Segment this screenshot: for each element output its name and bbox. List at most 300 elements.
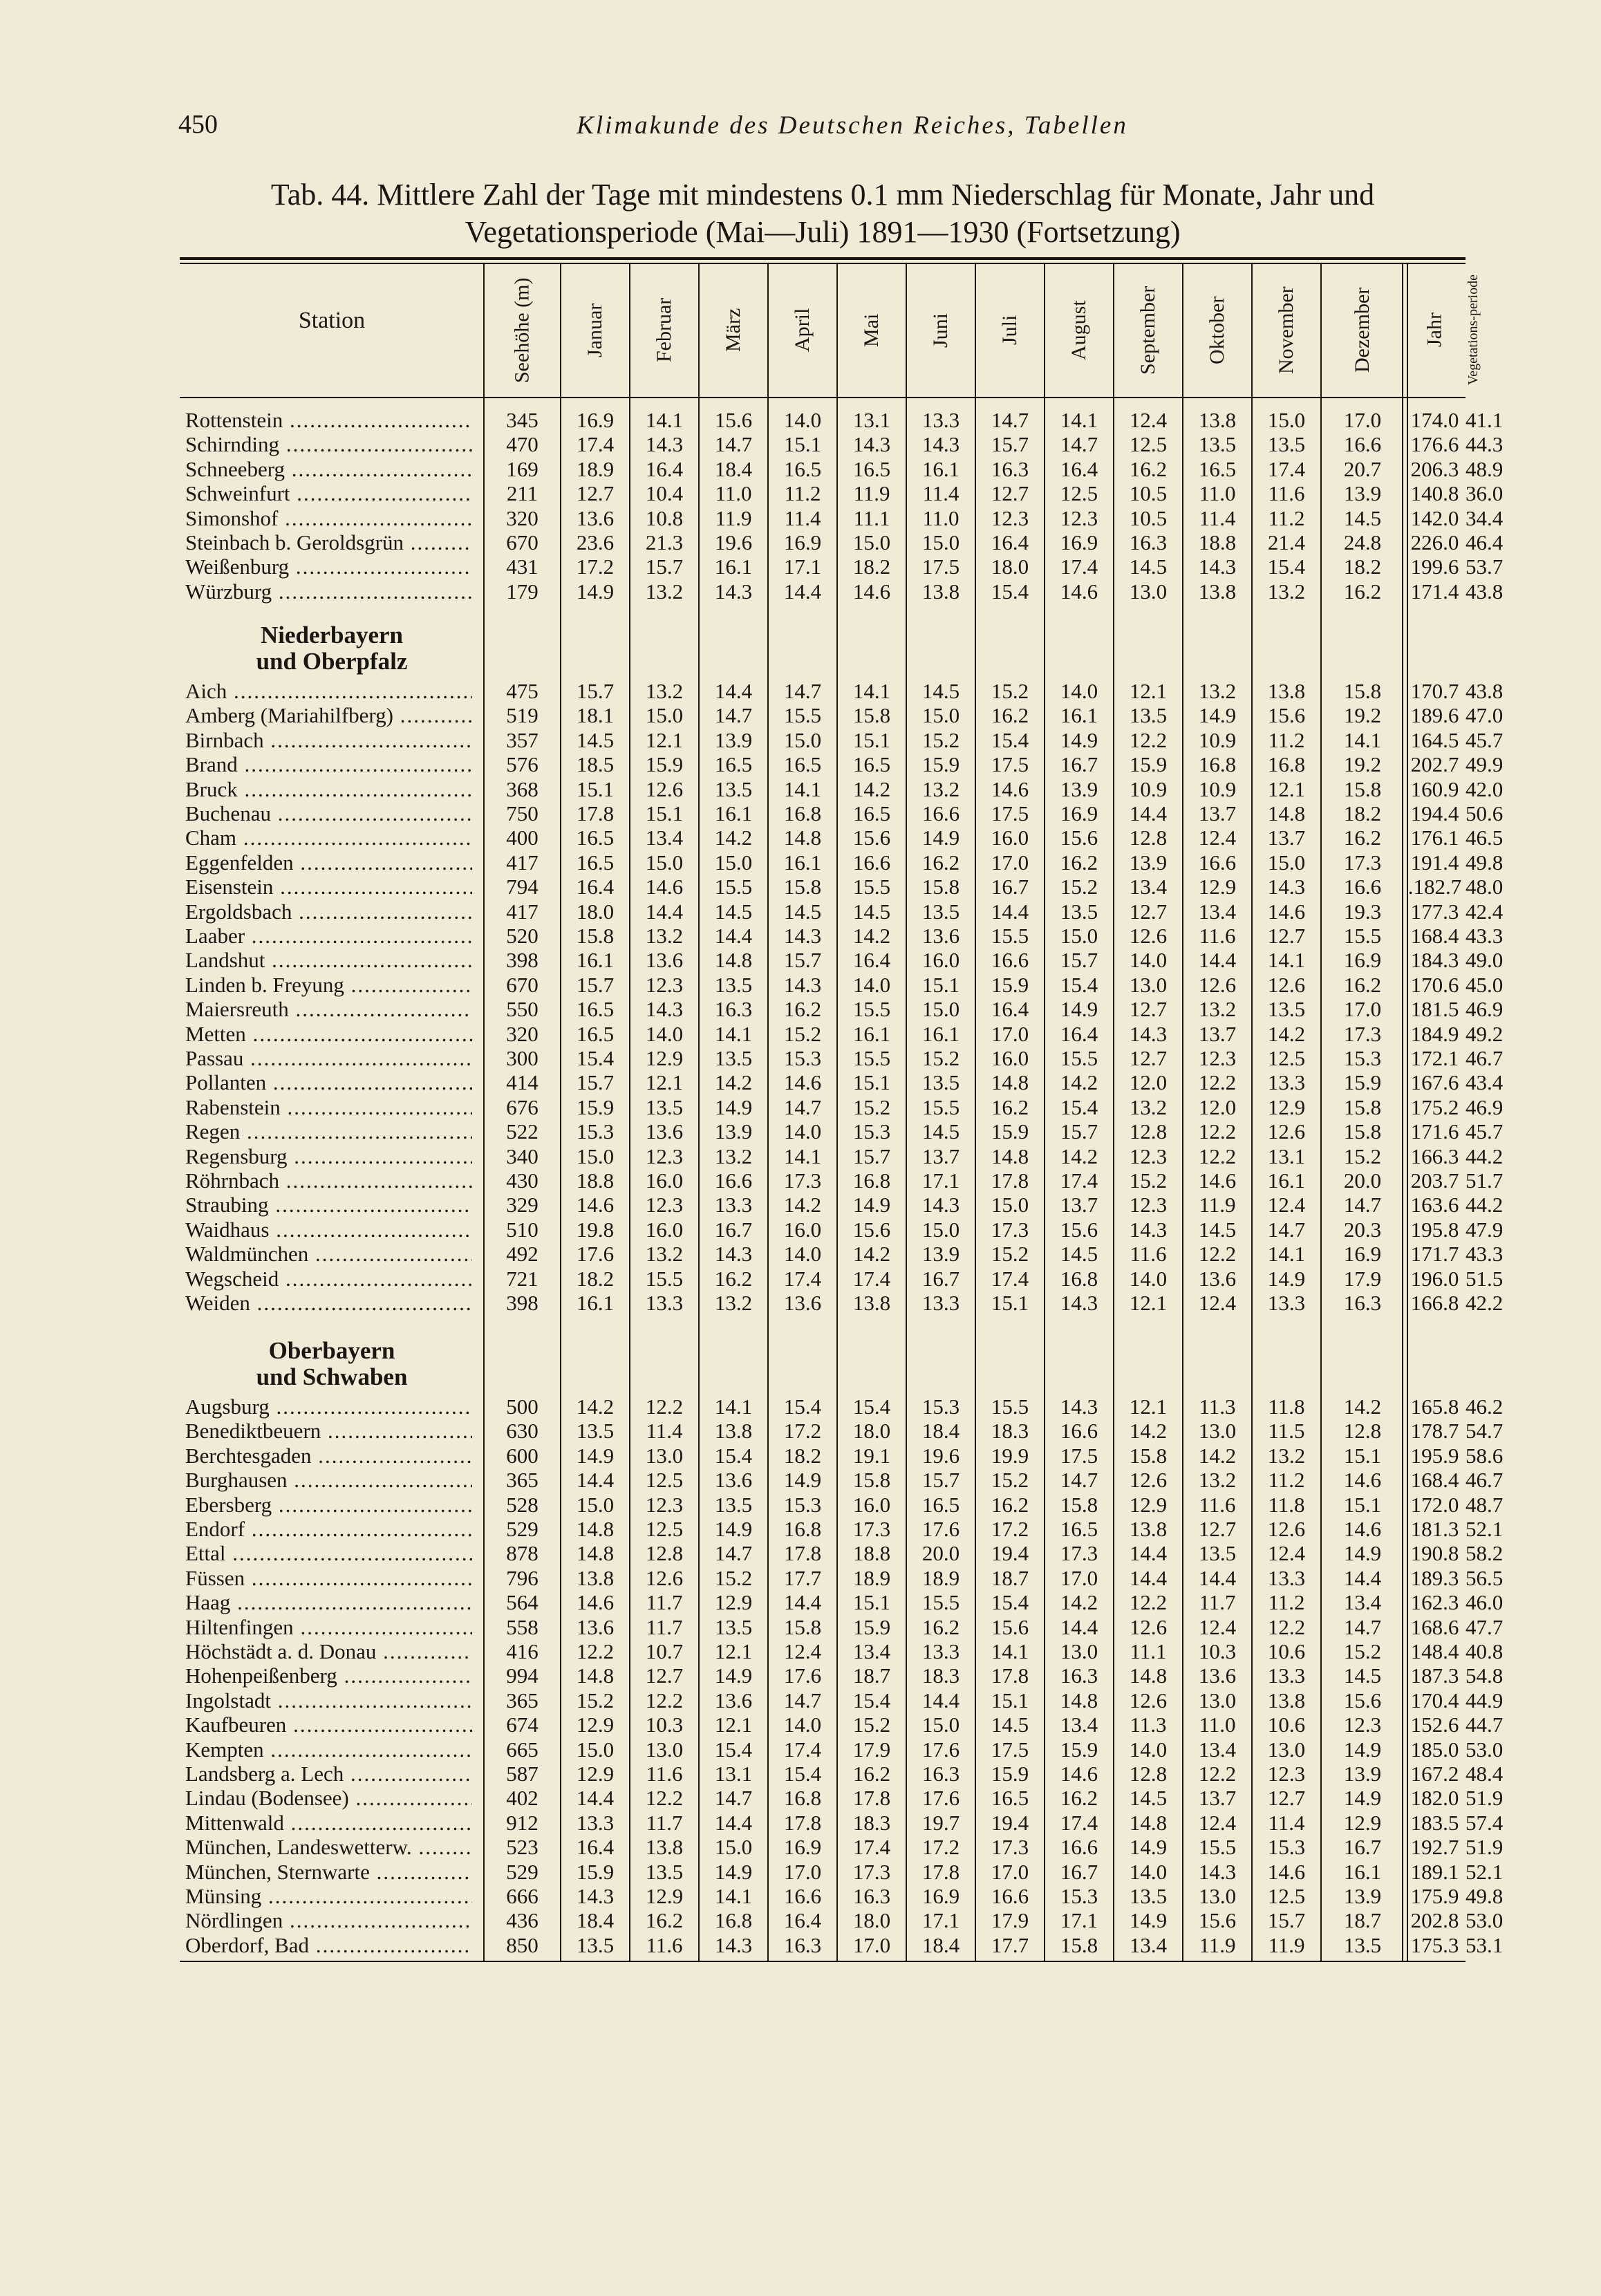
table-row [180, 1217, 1504, 1242]
cell-jan: 15.3 [576, 1119, 615, 1144]
station-name: Wegscheid ..... [185, 1267, 472, 1291]
cell-nov: 11.9 [1268, 1932, 1305, 1957]
cell-jan: 16.5 [576, 850, 615, 875]
cell-oct: 13.2 [1198, 997, 1237, 1022]
cell-elev: 340 [506, 1144, 539, 1168]
table-row [180, 1639, 1504, 1663]
table-row [180, 1119, 1504, 1144]
cell-feb: 15.0 [645, 703, 684, 728]
cell-jan: 16.4 [576, 1835, 615, 1860]
cell-jan: 14.5 [576, 727, 615, 752]
table-row [180, 1492, 1504, 1517]
cell-jul: 15.1 [991, 1688, 1029, 1712]
cell-aug: 14.6 [1060, 1762, 1098, 1786]
cell-jul: 17.7 [991, 1932, 1029, 1957]
cell-nov: 11.5 [1268, 1419, 1305, 1444]
cell-jul: 15.2 [991, 1242, 1029, 1267]
cell-dec: 14.6 [1343, 1517, 1382, 1541]
cell-jul: 15.9 [991, 1762, 1029, 1786]
cell-year: 185.0 [1410, 1737, 1459, 1762]
cell-may: 15.2 [852, 1094, 891, 1119]
table-row [180, 899, 1504, 924]
cell-aug: 14.2 [1060, 1070, 1098, 1095]
cell-may: 16.5 [852, 801, 891, 825]
cell-jul: 16.0 [991, 825, 1029, 850]
cell-nov: 16.8 [1267, 752, 1306, 777]
cell-year: 192.7 [1410, 1835, 1459, 1860]
cell-sep: 12.4 [1129, 408, 1168, 432]
cell-jul: 17.8 [991, 1663, 1029, 1688]
cell-nov: 13.3 [1267, 1070, 1306, 1095]
cell-jun: 14.9 [921, 825, 960, 850]
station-name: Lindau (Bodensee) ..... [185, 1786, 472, 1810]
table-row [180, 1094, 1504, 1119]
station-name: Brand ..... [185, 752, 472, 776]
cell-mar: 12.1 [714, 1639, 753, 1663]
cell-jul: 16.7 [991, 875, 1029, 899]
cell-feb: 13.5 [645, 1094, 684, 1119]
cell-jun: 16.3 [921, 1762, 960, 1786]
cell-jun: 17.1 [921, 1908, 960, 1933]
cell-mar: 13.5 [714, 1492, 753, 1517]
cell-may: 15.0 [852, 530, 891, 554]
cell-veg: 49.8 [1466, 1884, 1504, 1908]
cell-oct: 10.9 [1198, 776, 1237, 801]
cell-dec: 14.1 [1343, 727, 1382, 752]
cell-feb: 11.4 [646, 1419, 683, 1444]
cell-jun: 17.6 [921, 1737, 960, 1762]
cell-feb: 12.3 [645, 1193, 684, 1217]
cell-veg: 48.9 [1466, 456, 1504, 481]
cell-apr: 15.3 [783, 1492, 822, 1517]
table-row [180, 1394, 1504, 1419]
cell-may: 14.2 [852, 1242, 891, 1267]
cell-year: 190.8 [1410, 1541, 1459, 1566]
cell-jun: 16.9 [921, 1884, 960, 1908]
cell-sep: 15.9 [1129, 752, 1168, 777]
table-row [180, 1835, 1504, 1860]
station-name: Höchstädt a. d. Donau ..... [185, 1639, 472, 1663]
cell-sep: 14.4 [1129, 1565, 1168, 1590]
cell-nov: 15.0 [1267, 408, 1306, 432]
table-row [180, 776, 1504, 801]
cell-may: 14.0 [852, 972, 891, 997]
cell-aug: 17.4 [1060, 1168, 1098, 1193]
cell-aug: 16.9 [1060, 530, 1098, 554]
station-name: Ettal ..... [185, 1541, 472, 1565]
cell-year: 206.3 [1410, 456, 1459, 481]
cell-dec: 20.7 [1343, 456, 1382, 481]
cell-feb: 12.3 [645, 1492, 684, 1517]
cell-year: 168.4 [1410, 924, 1459, 948]
cell-dec: 15.8 [1343, 1119, 1382, 1144]
cell-year: 202.8 [1410, 1908, 1459, 1933]
cell-apr: 16.3 [783, 1932, 822, 1957]
cell-elev: 417 [506, 850, 539, 875]
cell-mar: 16.7 [714, 1217, 753, 1242]
cell-feb: 10.7 [645, 1639, 684, 1663]
cell-feb: 11.7 [646, 1590, 683, 1615]
cell-nov: 13.3 [1267, 1291, 1306, 1315]
cell-aug: 15.9 [1060, 1737, 1098, 1762]
cell-mar: 12.9 [714, 1590, 753, 1615]
section-heading: Niederbayern und Oberpfalz [256, 622, 408, 675]
cell-oct: 12.2 [1198, 1070, 1237, 1095]
cell-oct: 18.8 [1198, 530, 1237, 554]
cell-jan: 17.6 [576, 1242, 615, 1267]
cell-aug: 14.2 [1060, 1590, 1098, 1615]
cell-jul: 14.8 [991, 1144, 1029, 1168]
cell-mar: 14.7 [714, 1541, 753, 1566]
cell-dec: 19.3 [1343, 899, 1382, 924]
cell-mar: 14.9 [714, 1517, 753, 1541]
cell-sep: 14.0 [1129, 1266, 1168, 1291]
cell-elev: 400 [506, 825, 539, 850]
cell-aug: 15.8 [1060, 1932, 1098, 1957]
cell-apr: 11.4 [784, 505, 821, 530]
cell-oct: 13.8 [1198, 408, 1237, 432]
cell-jan: 15.0 [576, 1492, 615, 1517]
cell-elev: 169 [506, 456, 539, 481]
cell-elev: 398 [506, 948, 539, 973]
cell-jul: 15.2 [991, 679, 1029, 703]
cell-aug: 15.4 [1060, 972, 1098, 997]
cell-oct: 13.6 [1198, 1266, 1237, 1291]
cell-veg: 43.4 [1466, 1070, 1504, 1095]
cell-year: 171.4 [1410, 579, 1459, 604]
cell-jan: 14.6 [576, 1590, 615, 1615]
station-name: Oberdorf, Bad ..... [185, 1933, 472, 1957]
cell-may: 17.9 [852, 1737, 891, 1762]
cell-mar: 14.8 [714, 948, 753, 973]
table-row [180, 1541, 1504, 1566]
cell-nov: 12.7 [1267, 1786, 1306, 1811]
cell-jan: 18.8 [576, 1168, 615, 1193]
cell-jun: 13.3 [921, 1639, 960, 1663]
cell-sep: 13.0 [1129, 972, 1168, 997]
cell-year: 168.6 [1410, 1614, 1459, 1639]
cell-feb: 21.3 [645, 530, 684, 554]
cell-veg: 54.8 [1466, 1663, 1504, 1688]
cell-veg: 46.5 [1466, 825, 1504, 850]
cell-may: 14.5 [852, 899, 891, 924]
cell-dec: 12.9 [1343, 1810, 1382, 1835]
column-header-aug: August [1067, 300, 1090, 360]
cell-jul: 15.0 [991, 1193, 1029, 1217]
cell-may: 18.3 [852, 1810, 891, 1835]
cell-year: 194.4 [1410, 801, 1459, 825]
cell-year: 140.8 [1410, 481, 1459, 506]
cell-mar: 12.1 [714, 1712, 753, 1737]
cell-dec: 16.9 [1343, 1242, 1382, 1267]
cell-oct: 13.4 [1198, 1737, 1237, 1762]
cell-jul: 15.1 [991, 1291, 1029, 1315]
cell-feb: 13.6 [645, 948, 684, 973]
cell-veg: 45.0 [1466, 972, 1504, 997]
cell-mar: 13.6 [714, 1688, 753, 1712]
cell-veg: 41.1 [1466, 408, 1504, 432]
column-header-year: Jahr [1423, 312, 1446, 348]
cell-dec: 12.3 [1343, 1712, 1382, 1737]
cell-dec: 14.9 [1343, 1786, 1382, 1811]
cell-mar: 13.9 [714, 1119, 753, 1144]
table-title-line-2: Vegetationsperiode (Mai—Juli) 1891—1930 (Fortsetzung) [465, 215, 1181, 249]
cell-jan: 13.5 [576, 1419, 615, 1444]
station-name: Berchtesgaden ..... [185, 1444, 472, 1468]
cell-mar: 13.2 [714, 1144, 753, 1168]
cell-dec: 15.9 [1343, 1070, 1382, 1095]
cell-jun: 16.1 [921, 1021, 960, 1046]
cell-oct: 14.2 [1198, 1443, 1237, 1468]
cell-jan: 15.7 [576, 1070, 615, 1095]
cell-jul: 14.7 [991, 408, 1029, 432]
cell-apr: 15.1 [783, 432, 822, 457]
cell-veg: 58.6 [1466, 1443, 1504, 1468]
cell-sep: 10.9 [1129, 776, 1168, 801]
cell-veg: 47.7 [1466, 1614, 1504, 1639]
cell-apr: 14.3 [783, 924, 822, 948]
cell-jul: 15.7 [991, 432, 1029, 457]
cell-aug: 15.2 [1060, 875, 1098, 899]
cell-aug: 13.5 [1060, 899, 1098, 924]
cell-oct: 16.6 [1198, 850, 1237, 875]
cell-aug: 16.3 [1060, 1663, 1098, 1688]
cell-jul: 15.2 [991, 1468, 1029, 1493]
cell-elev: 850 [506, 1932, 539, 1957]
cell-nov: 14.2 [1267, 1021, 1306, 1046]
cell-jun: 16.2 [921, 1614, 960, 1639]
cell-may: 15.1 [852, 1070, 891, 1095]
cell-jan: 14.3 [576, 1884, 615, 1908]
table-row [180, 752, 1504, 777]
cell-jan: 18.4 [576, 1908, 615, 1933]
cell-year: 189.6 [1410, 703, 1459, 728]
station-name: München, Landeswetterw. ..... [185, 1835, 472, 1859]
cell-oct: 14.3 [1198, 554, 1237, 579]
cell-veg: 50.6 [1466, 801, 1504, 825]
cell-oct: 13.5 [1198, 432, 1237, 457]
table-row [180, 1144, 1504, 1168]
table-row [180, 1810, 1504, 1835]
cell-mar: 14.5 [714, 899, 753, 924]
cell-jun: 15.3 [921, 1394, 960, 1419]
cell-jun: 13.2 [921, 776, 960, 801]
cell-sep: 14.8 [1129, 1663, 1168, 1688]
cell-aug: 16.8 [1060, 1266, 1098, 1291]
cell-feb: 12.2 [645, 1786, 684, 1811]
cell-apr: 17.1 [783, 554, 822, 579]
cell-veg: 57.4 [1466, 1810, 1504, 1835]
cell-jan: 15.2 [576, 1688, 615, 1712]
column-header-mar: März [722, 308, 745, 353]
cell-elev: 878 [506, 1541, 539, 1566]
cell-year: 170.4 [1410, 1688, 1459, 1712]
cell-jun: 13.3 [921, 408, 960, 432]
cell-jun: 13.6 [921, 924, 960, 948]
cell-nov: 12.6 [1267, 1517, 1306, 1541]
cell-oct: 12.3 [1198, 1046, 1237, 1070]
cell-mar: 16.1 [714, 801, 753, 825]
cell-mar: 14.4 [714, 924, 753, 948]
cell-nov: 11.8 [1268, 1492, 1305, 1517]
cell-jan: 23.6 [576, 530, 615, 554]
cell-may: 16.5 [852, 456, 891, 481]
cell-dec: 14.9 [1343, 1737, 1382, 1762]
cell-apr: 14.0 [783, 1242, 822, 1267]
cell-jul: 17.9 [991, 1908, 1029, 1933]
cell-aug: 14.2 [1060, 1144, 1098, 1168]
cell-mar: 14.9 [714, 1094, 753, 1119]
cell-elev: 665 [506, 1737, 539, 1762]
cell-mar: 14.1 [714, 1394, 753, 1419]
cell-may: 17.8 [852, 1786, 891, 1811]
cell-elev: 558 [506, 1614, 539, 1639]
column-divider [629, 264, 630, 1961]
cell-dec: 14.5 [1343, 505, 1382, 530]
cell-mar: 13.5 [714, 972, 753, 997]
cell-oct: 13.8 [1198, 579, 1237, 604]
cell-year: 226.0 [1410, 530, 1459, 554]
table-row [180, 1712, 1504, 1737]
cell-oct: 11.0 [1199, 481, 1236, 506]
cell-dec: 17.3 [1343, 1021, 1382, 1046]
cell-oct: 11.4 [1199, 505, 1236, 530]
cell-dec: 16.3 [1343, 1291, 1382, 1315]
cell-jan: 16.4 [576, 875, 615, 899]
cell-jan: 15.9 [576, 1094, 615, 1119]
cell-jun: 15.1 [921, 972, 960, 997]
station-name: Weiden ..... [185, 1291, 472, 1315]
cell-jun: 13.8 [921, 579, 960, 604]
cell-nov: 12.7 [1267, 924, 1306, 948]
cell-jul: 17.4 [991, 1266, 1029, 1291]
cell-feb: 13.3 [645, 1291, 684, 1315]
cell-jan: 18.9 [576, 456, 615, 481]
cell-aug: 14.3 [1060, 1291, 1098, 1315]
cell-mar: 14.7 [714, 432, 753, 457]
table-row [180, 679, 1504, 703]
cell-apr: 14.7 [783, 1094, 822, 1119]
cell-apr: 15.8 [783, 875, 822, 899]
cell-year: 167.6 [1410, 1070, 1459, 1095]
cell-nov: 15.6 [1267, 703, 1306, 728]
table-row [180, 1663, 1504, 1688]
cell-nov: 12.4 [1267, 1541, 1306, 1566]
cell-veg: 44.2 [1466, 1193, 1504, 1217]
station-name: Würzburg ..... [185, 579, 472, 604]
cell-year: 175.2 [1410, 1094, 1459, 1119]
cell-aug: 15.6 [1060, 1217, 1098, 1242]
table-row [180, 1786, 1504, 1811]
cell-elev: 398 [506, 1291, 539, 1315]
cell-may: 16.1 [852, 1021, 891, 1046]
section-heading: Oberbayern und Schwaben [256, 1337, 408, 1390]
cell-may: 16.0 [852, 1492, 891, 1517]
cell-feb: 15.1 [645, 801, 684, 825]
cell-year: 171.7 [1410, 1242, 1459, 1267]
station-name: Passau ..... [185, 1046, 472, 1070]
cell-elev: 416 [506, 1639, 539, 1663]
cell-mar: 14.7 [714, 1786, 753, 1811]
cell-oct: 14.4 [1198, 948, 1237, 973]
station-name: Hohenpeißenberg ..... [185, 1663, 472, 1688]
cell-nov: 13.8 [1267, 679, 1306, 703]
table-top-rule [180, 257, 1466, 260]
station-name: Cham ..... [185, 825, 472, 850]
header-bottom-rule [180, 397, 1466, 398]
cell-feb: 12.6 [645, 776, 684, 801]
cell-dec: 14.6 [1343, 1468, 1382, 1493]
cell-dec: 12.8 [1343, 1419, 1382, 1444]
cell-sep: 14.5 [1129, 554, 1168, 579]
cell-sep: 14.3 [1129, 1217, 1168, 1242]
cell-sep: 14.9 [1129, 1908, 1168, 1933]
cell-aug: 15.5 [1060, 1046, 1098, 1070]
cell-dec: 14.2 [1343, 1394, 1382, 1419]
cell-veg: 49.8 [1466, 850, 1504, 875]
cell-elev: 179 [506, 579, 539, 604]
cell-year: 196.0 [1410, 1266, 1459, 1291]
cell-feb: 14.3 [645, 997, 684, 1022]
cell-feb: 14.0 [645, 1021, 684, 1046]
cell-feb: 13.2 [645, 579, 684, 604]
cell-jul: 16.2 [991, 703, 1029, 728]
cell-sep: 12.6 [1129, 1688, 1168, 1712]
cell-mar: 16.3 [714, 997, 753, 1022]
table-row [180, 1614, 1504, 1639]
cell-elev: 794 [506, 875, 539, 899]
cell-mar: 13.5 [714, 1614, 753, 1639]
cell-may: 15.3 [852, 1119, 891, 1144]
cell-dec: 16.2 [1343, 579, 1382, 604]
cell-apr: 18.2 [783, 1443, 822, 1468]
cell-jan: 14.4 [576, 1468, 615, 1493]
station-name: Eisenstein ..... [185, 875, 472, 899]
cell-jun: 13.9 [921, 1242, 960, 1267]
cell-may: 15.8 [852, 703, 891, 728]
cell-jun: 15.2 [921, 727, 960, 752]
cell-jan: 13.8 [576, 1565, 615, 1590]
cell-sep: 14.0 [1129, 1859, 1168, 1884]
cell-year: 181.3 [1410, 1517, 1459, 1541]
cell-veg: 44.9 [1466, 1688, 1504, 1712]
cell-nov: 14.6 [1267, 1859, 1306, 1884]
cell-apr: 14.9 [783, 1468, 822, 1493]
cell-apr: 15.3 [783, 1046, 822, 1070]
cell-jan: 14.4 [576, 1786, 615, 1811]
cell-nov: 13.1 [1267, 1144, 1306, 1168]
cell-jun: 16.6 [921, 801, 960, 825]
cell-feb: 14.1 [645, 408, 684, 432]
cell-jun: 14.3 [921, 432, 960, 457]
cell-feb: 13.4 [645, 825, 684, 850]
cell-feb: 13.2 [645, 679, 684, 703]
cell-year: 148.4 [1410, 1639, 1459, 1663]
table-row [180, 875, 1504, 899]
cell-veg: 44.3 [1466, 432, 1504, 457]
cell-mar: 11.0 [715, 481, 752, 506]
cell-may: 18.9 [852, 1565, 891, 1590]
cell-jan: 14.6 [576, 1193, 615, 1217]
cell-mar: 13.6 [714, 1468, 753, 1493]
cell-oct: 13.4 [1198, 899, 1237, 924]
cell-feb: 12.9 [645, 1046, 684, 1070]
cell-oct: 13.2 [1198, 1468, 1237, 1493]
cell-oct: 13.7 [1198, 801, 1237, 825]
cell-mar: 14.1 [714, 1021, 753, 1046]
cell-jul: 17.5 [991, 1737, 1029, 1762]
cell-may: 17.0 [852, 1932, 891, 1957]
